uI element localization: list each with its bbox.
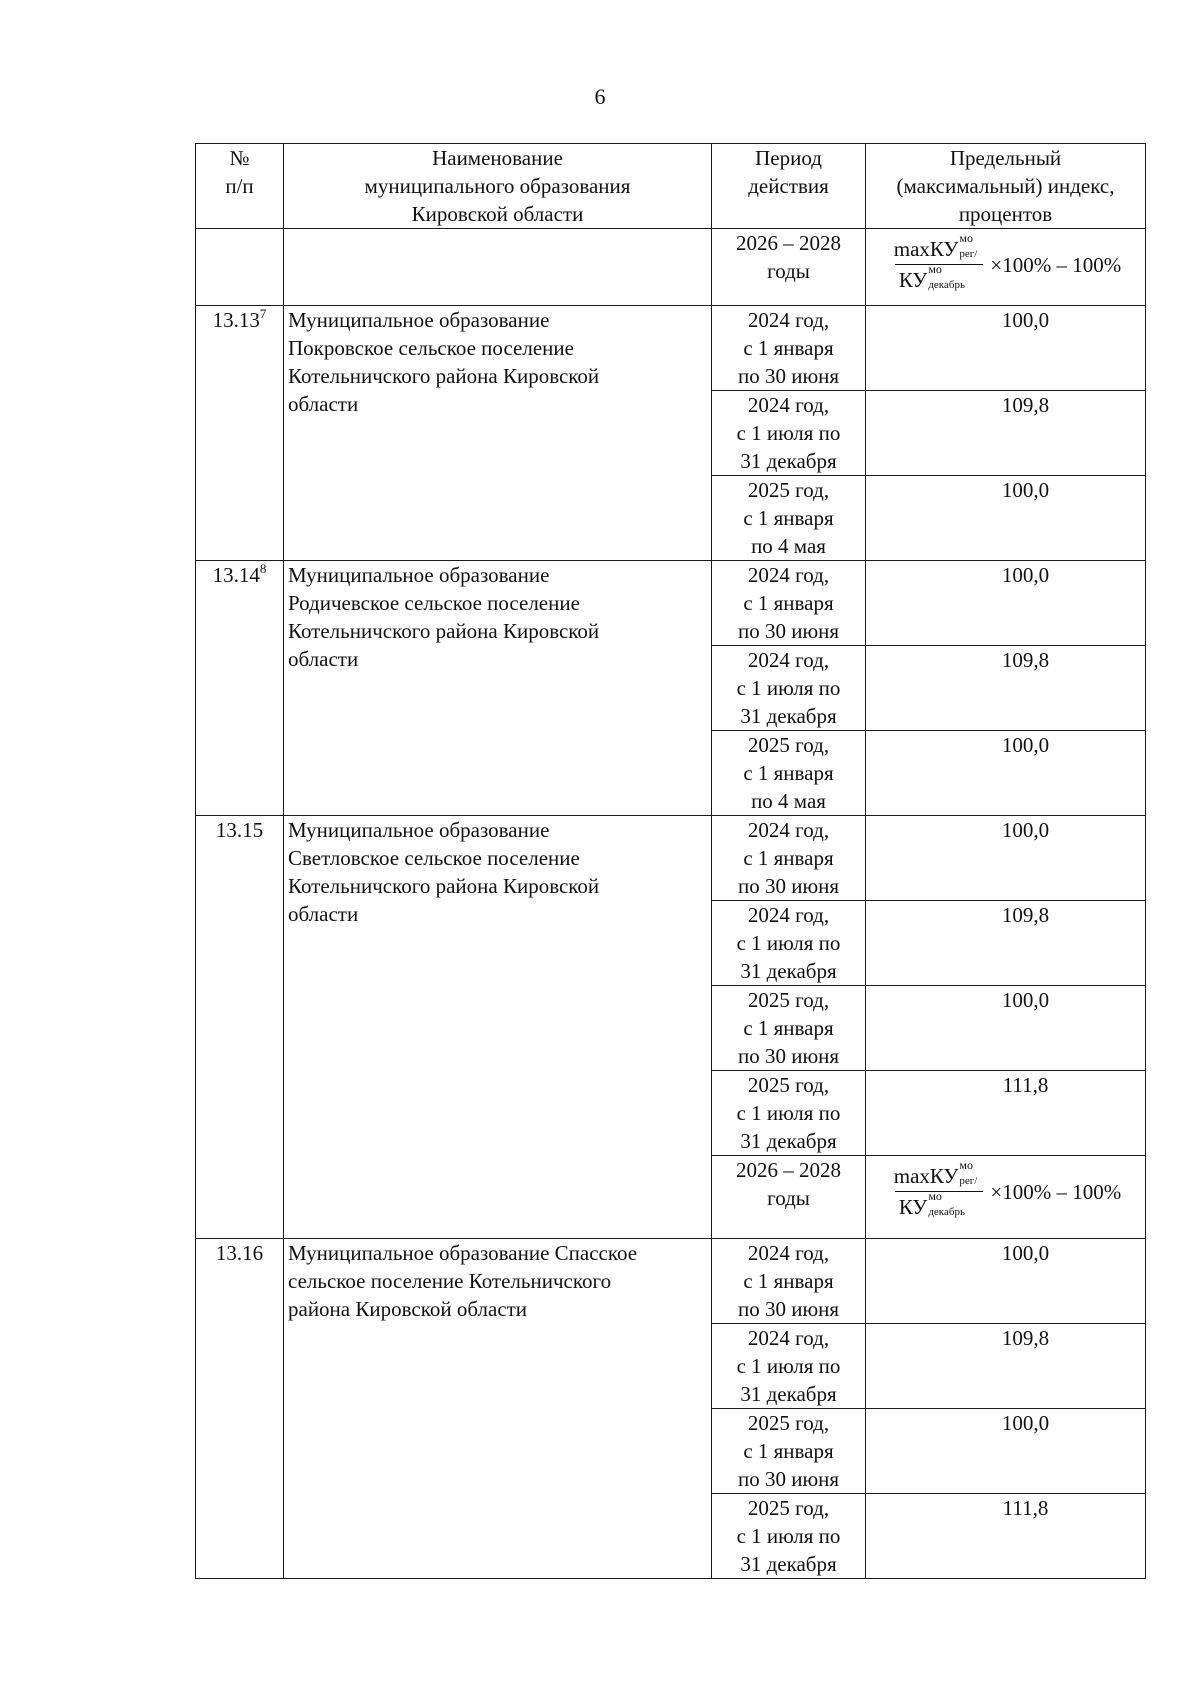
period-cell — [712, 561, 866, 646]
index-cell — [866, 986, 1146, 1071]
period-line: 2024 год, — [747, 818, 830, 842]
entry-number-cell — [196, 816, 284, 1239]
entry-number-cell — [196, 561, 284, 816]
formula-text: КУ — [898, 1195, 928, 1219]
index-cell — [866, 816, 1146, 901]
formula-text: мо — [928, 1189, 942, 1203]
entry-name-line: Покровское сельское поселение — [288, 336, 574, 360]
entry-name-line: Муниципальное образование — [288, 308, 550, 332]
header-text: п/п — [225, 174, 254, 198]
period-cell — [712, 1239, 866, 1324]
period-line: с 1 июля по — [736, 421, 841, 445]
entry-name-line: Котельничского района Кировской — [288, 364, 600, 388]
period-cell — [712, 1071, 866, 1156]
header-text: Кировской области — [411, 202, 584, 226]
header-period — [712, 144, 866, 229]
index-cell — [866, 1324, 1146, 1409]
period-line: 2026 – 2028 — [736, 1158, 841, 1182]
index-cell — [866, 1239, 1146, 1324]
entry-name-line: области — [288, 902, 359, 926]
period-line: 31 декабря — [740, 449, 837, 473]
period-cell — [712, 646, 866, 731]
index-value: 109,8 — [1001, 393, 1050, 417]
period-line: с 1 января — [743, 336, 834, 360]
period-line: 2024 год, — [747, 1241, 830, 1265]
table-body — [196, 144, 1146, 1579]
period-line: по 30 июня — [737, 874, 840, 898]
header-index — [866, 144, 1146, 229]
index-cell — [866, 306, 1146, 391]
period-cell — [712, 1409, 866, 1494]
index-value: 109,8 — [1001, 648, 1050, 672]
period-line: по 30 июня — [737, 619, 840, 643]
index-formula — [870, 1156, 1141, 1221]
period-line: с 1 января — [743, 846, 834, 870]
index-value: 100,0 — [1001, 478, 1050, 502]
period-cell — [712, 986, 866, 1071]
formula-text: мо — [928, 262, 942, 276]
entry-name-line: Муниципальное образование — [288, 818, 550, 842]
header-row — [196, 144, 1146, 229]
header-text: процентов — [958, 202, 1053, 226]
index-formula — [870, 229, 1141, 294]
period-line: с 1 июля по — [736, 1101, 841, 1125]
formula-text: мо — [959, 231, 973, 245]
period-line: с 1 января — [743, 1269, 834, 1293]
period-line: 2025 год, — [747, 988, 830, 1012]
entry-name-line: Котельничского района Кировской — [288, 874, 600, 898]
period-cell — [712, 476, 866, 561]
entry-name-line: Муниципальное образование — [288, 563, 550, 587]
period-line: с 1 января — [743, 506, 834, 530]
index-value: 100,0 — [1001, 563, 1050, 587]
formula-text: maxКУ — [893, 1164, 959, 1188]
period-line: с 1 июля по — [736, 931, 841, 955]
formula-text: ×100% – 100% — [990, 1179, 1122, 1204]
entry-number: 13.14 — [212, 563, 260, 587]
header-text: муниципального образования — [364, 174, 631, 198]
period-line: 2025 год, — [747, 1496, 830, 1520]
period-line: по 30 июня — [737, 1044, 840, 1068]
formula-text: КУ — [898, 268, 928, 292]
entry-number: 13.13 — [212, 308, 260, 332]
period-line: 2024 год, — [747, 903, 830, 927]
index-value: 100,0 — [1001, 1241, 1050, 1265]
index-cell — [866, 1156, 1146, 1239]
footnote-mark: 7 — [259, 306, 267, 321]
period-line: с 1 июля по — [736, 1354, 841, 1378]
period-line: с 1 января — [743, 1439, 834, 1463]
table-row — [196, 816, 1146, 901]
period-line: 2025 год, — [747, 1411, 830, 1435]
period-line: 31 декабря — [740, 1382, 837, 1406]
index-cell — [866, 476, 1146, 561]
period-cell — [712, 229, 866, 306]
index-value: 100,0 — [1001, 818, 1050, 842]
period-line: годы — [767, 1186, 810, 1210]
index-value: 109,8 — [1001, 1326, 1050, 1350]
period-line: по 30 июня — [737, 1467, 840, 1491]
table-row — [196, 306, 1146, 391]
header-text: Предельный — [949, 146, 1062, 170]
index-cell — [866, 901, 1146, 986]
period-line: с 1 июля по — [736, 1524, 841, 1548]
period-line: 31 декабря — [740, 1129, 837, 1153]
period-line: годы — [767, 259, 810, 283]
entry-name-cell — [284, 1239, 712, 1579]
index-value: 109,8 — [1001, 903, 1050, 927]
period-line: 2024 год, — [747, 648, 830, 672]
period-cell — [712, 1494, 866, 1579]
period-line: по 4 мая — [751, 789, 826, 813]
entry-name-line: Котельничского района Кировской — [288, 619, 600, 643]
formula-text: декабрь — [928, 279, 965, 291]
index-cell — [866, 731, 1146, 816]
index-value: 111,8 — [1002, 1073, 1049, 1097]
header-name — [284, 144, 712, 229]
period-line: с 1 января — [743, 1016, 834, 1040]
tariff-index-table — [195, 143, 1146, 1579]
period-line: по 30 июня — [737, 1297, 840, 1321]
period-line: 31 декабря — [740, 704, 837, 728]
index-cell — [866, 1071, 1146, 1156]
period-line: 2024 год, — [747, 308, 830, 332]
header-text: действия — [748, 174, 829, 198]
index-cell — [866, 1409, 1146, 1494]
period-cell — [712, 901, 866, 986]
header-text: (максимальный) индекс, — [896, 174, 1115, 198]
formula-cell — [866, 229, 1146, 306]
formula-text: maxКУ — [893, 237, 959, 261]
index-cell — [866, 646, 1146, 731]
entry-name-cell — [284, 561, 712, 816]
period-line: 2024 год, — [747, 1326, 830, 1350]
empty-cell — [284, 229, 712, 306]
formula-text: декабрь — [928, 1206, 965, 1218]
index-cell — [866, 1494, 1146, 1579]
index-value: 100,0 — [1001, 733, 1050, 757]
entry-name-line: области — [288, 392, 359, 416]
period-cell — [712, 1156, 866, 1239]
header-text: № — [229, 146, 250, 170]
period-line: 2026 – 2028 — [736, 231, 841, 255]
period-cell — [712, 306, 866, 391]
period-line: с 1 января — [743, 761, 834, 785]
entry-number-cell — [196, 1239, 284, 1579]
period-line: 31 декабря — [740, 1552, 837, 1576]
period-line: по 30 июня — [737, 364, 840, 388]
entry-name-line: сельское поселение Котельничского — [288, 1269, 612, 1293]
entry-name-line: Муниципальное образование Спасское — [288, 1241, 638, 1265]
carry-over-row — [196, 229, 1146, 306]
period-line: с 1 июля по — [736, 676, 841, 700]
formula-text: рег/ — [959, 1175, 978, 1187]
period-line: 2024 год, — [747, 563, 830, 587]
table-row — [196, 1239, 1146, 1324]
period-line: с 1 января — [743, 591, 834, 615]
entry-number: 13.15 — [215, 818, 264, 842]
header-text: Наименование — [432, 146, 563, 170]
period-line: 2025 год, — [747, 1073, 830, 1097]
entry-name-line: Светловское сельское поселение — [288, 846, 580, 870]
period-line: 2024 год, — [747, 393, 830, 417]
entry-number: 13.16 — [215, 1241, 264, 1265]
index-value: 100,0 — [1001, 1411, 1050, 1435]
table-row — [196, 561, 1146, 646]
footnote-mark: 8 — [259, 561, 267, 576]
index-cell — [866, 561, 1146, 646]
period-cell — [712, 816, 866, 901]
entry-name-line: области — [288, 647, 359, 671]
empty-cell — [196, 229, 284, 306]
period-line: 2025 год, — [747, 478, 830, 502]
period-cell — [712, 391, 866, 476]
period-line: 2025 год, — [747, 733, 830, 757]
formula-text: мо — [959, 1158, 973, 1172]
entry-name-line: района Кировской области — [288, 1297, 528, 1321]
index-value: 100,0 — [1001, 308, 1050, 332]
period-cell — [712, 1324, 866, 1409]
formula-text: рег/ — [959, 248, 978, 260]
entry-name-line: Родичевское сельское поселение — [288, 591, 580, 615]
index-value: 111,8 — [1002, 1496, 1049, 1520]
entry-name-cell — [284, 816, 712, 1239]
header-num — [196, 144, 284, 229]
page-number: 6 — [594, 84, 606, 109]
period-line: по 4 мая — [751, 534, 826, 558]
formula-text: ×100% – 100% — [990, 252, 1122, 277]
period-cell — [712, 731, 866, 816]
entry-name-cell — [284, 306, 712, 561]
index-value: 100,0 — [1001, 988, 1050, 1012]
index-cell — [866, 391, 1146, 476]
entry-number-cell — [196, 306, 284, 561]
period-line: 31 декабря — [740, 959, 837, 983]
header-text: Период — [755, 146, 822, 170]
